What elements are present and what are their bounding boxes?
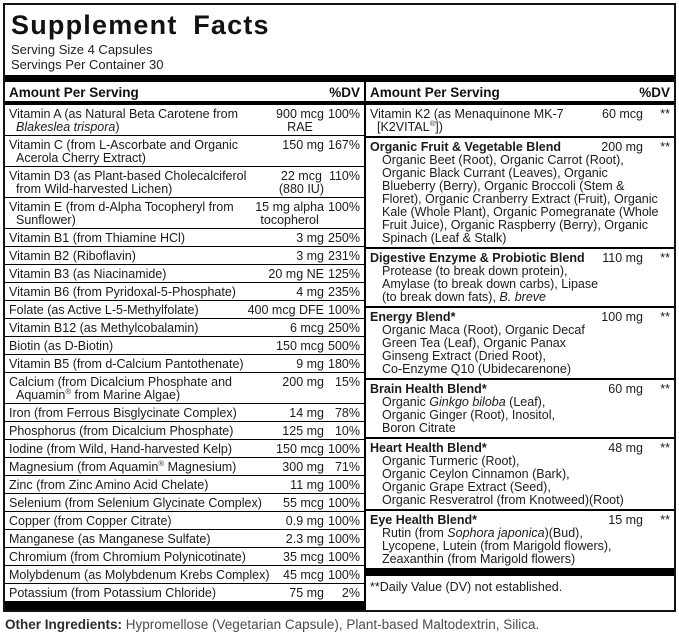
nutrient-amount: 150 mcg xyxy=(276,441,324,456)
nutrient-name: Vitamin B2 (Riboflavin) xyxy=(9,248,136,263)
nutrient-dv: 167% xyxy=(328,137,360,152)
nutrient-amount: 200 mg xyxy=(282,374,324,389)
nutrient-amount: 900 mcg RAE xyxy=(276,106,324,134)
row-main xyxy=(9,232,360,245)
nutrient-row xyxy=(5,318,364,336)
right-column-header xyxy=(366,82,674,105)
right-rows xyxy=(366,105,674,568)
blend-ingredients: Organic Maca (Root), Organic Decaf Green Tea (Leaf), Organic Panax Ginseng Extract (Dried Root), Co-Enzyme Q10 (Ubidecarenone) xyxy=(382,322,585,376)
nutrient-row xyxy=(5,547,364,565)
nutrient-dv: 231% xyxy=(328,248,360,263)
nutrient-name: Vitamin D3 (as Plant-based Cholecalciferol from Wild-harvested Lichen) xyxy=(9,168,247,196)
nutrient-amount: 11 mg xyxy=(290,477,324,492)
nutrient-dv: ** xyxy=(660,512,670,527)
nutrient-amount: 125 mg xyxy=(282,423,324,438)
facts-columns xyxy=(5,82,674,610)
nutrient-row xyxy=(5,439,364,457)
left-column-end-bar xyxy=(5,601,364,610)
nutrient-row xyxy=(5,354,364,372)
nutrient-row xyxy=(5,246,364,264)
nutrient-name: Vitamin E (from d-Alpha Tocopheryl from Sunflower) xyxy=(9,199,234,227)
row-main xyxy=(9,170,360,196)
nutrient-row xyxy=(366,105,674,136)
dv-label: %DV xyxy=(329,85,360,100)
blend-row xyxy=(366,306,674,378)
nutrient-name: Energy Blend* xyxy=(370,309,456,324)
blend-ingredients: Organic Beet (Root), Organic Carrot (Root), Organic Black Currant (Leaves), Organic Blueberry (Berry), Organic Broccoli (Stem & Floret), Organic Cranberry Extract (Fruit), Organic Kale (Whole Plant), Organic Pomegranate (Whole Fruit Juice), Organic Raspberry (Berry), Organic Spinach (Leaf & Stalk) xyxy=(382,152,659,245)
row-main xyxy=(9,497,360,510)
row-main xyxy=(9,358,360,371)
blend-ingredients: Organic Turmeric (Root), Organic Ceylon Cinnamon (Bark), Organic Grape Extract (Seed), Organic Resveratrol (from Knotweed)(Root) xyxy=(382,453,624,507)
nutrient-dv: 500% xyxy=(328,338,360,353)
nutrient-amount: 300 mg xyxy=(282,459,324,474)
nutrient-name: Vitamin K2 (as Menaquinone MK-7 [K2VITAL®]) xyxy=(370,106,564,134)
row-main xyxy=(9,569,360,582)
blend-ingredients: Protease (to break down protein), Amylase (to break down carbs), Lipase (to break down fats), B. breve xyxy=(382,263,599,304)
nutrient-dv: 100% xyxy=(328,567,360,582)
nutrient-name: Chromium (from Chromium Polynicotinate) xyxy=(9,549,246,564)
nutrient-dv: 100% xyxy=(328,549,360,564)
nutrient-name: Manganese (as Manganese Sulfate) xyxy=(9,531,211,546)
nutrient-amount: 15 mg alpha tocopherol xyxy=(255,199,324,227)
row-main xyxy=(9,286,360,299)
nutrient-dv: ** xyxy=(660,309,670,324)
nutrient-name: Phosphorus (from Dicalcium Phosphate) xyxy=(9,423,234,438)
left-column-header xyxy=(5,82,364,105)
nutrient-name: Vitamin C (from L-Ascorbate and Organic Acerola Cherry Extract) xyxy=(9,137,239,165)
nutrient-amount: 200 mg xyxy=(601,139,643,154)
nutrient-name: Vitamin B12 (as Methylcobalamin) xyxy=(9,320,199,335)
nutrient-dv: 100% xyxy=(328,106,360,121)
nutrient-name: Organic Fruit & Vegetable Blend xyxy=(370,139,562,154)
nutrient-amount: 0.9 mg xyxy=(285,513,324,528)
nutrient-amount: 4 mg xyxy=(296,284,324,299)
blend-row xyxy=(366,509,674,568)
nutrient-name: Vitamin B6 (from Pyridoxal-5-Phosphate) xyxy=(9,284,236,299)
nutrient-name: Digestive Enzyme & Probiotic Blend xyxy=(370,250,585,265)
nutrient-dv: 100% xyxy=(328,199,360,214)
nutrient-name: Potassium (from Potassium Chloride) xyxy=(9,585,217,600)
nutrient-name: Magnesium (from Aquamin® Magnesium) xyxy=(9,458,237,474)
nutrient-row xyxy=(5,565,364,583)
nutrient-dv: 180% xyxy=(328,356,360,371)
nutrient-name: Heart Health Blend* xyxy=(370,440,487,455)
nutrient-dv: 100% xyxy=(328,495,360,510)
nutrient-amount: 48 mg xyxy=(608,440,643,455)
amount-per-serving-label: Amount Per Serving xyxy=(370,85,500,100)
row-main xyxy=(9,340,360,353)
nutrient-amount: 100 mg xyxy=(601,309,643,324)
nutrient-amount: 22 mcg (880 IU) xyxy=(278,168,324,196)
nutrient-dv: 100% xyxy=(328,513,360,528)
nutrient-name: Folate (as Active L-5-Methylfolate) xyxy=(9,302,199,317)
nutrient-dv: 71% xyxy=(334,459,360,474)
servings-per-container: Servings Per Container 30 xyxy=(11,57,164,72)
nutrient-row xyxy=(5,228,364,246)
nutrient-name: Iodine (from Wild, Hand-harvested Kelp) xyxy=(9,441,233,456)
row-main xyxy=(9,479,360,492)
nutrient-row xyxy=(5,583,364,601)
nutrient-name: Copper (from Copper Citrate) xyxy=(9,513,172,528)
nutrient-dv: 110% xyxy=(328,168,360,183)
nutrient-amount: 110 mg xyxy=(602,250,643,265)
nutrient-amount: 400 mcg DFE xyxy=(247,302,324,317)
nutrient-dv: 2% xyxy=(341,585,360,600)
blend-ingredients: Rutin (from Sophora japonica)(Bud), Lycopene, Lutein (from Marigold flowers), Zeaxanthin (from Marigold flowers) xyxy=(382,525,612,566)
nutrient-name: Vitamin B1 (from Thiamine HCl) xyxy=(9,230,185,245)
nutrient-dv: 250% xyxy=(328,320,360,335)
row-main xyxy=(9,376,360,402)
top-divider-bar xyxy=(5,75,674,82)
row-main xyxy=(9,108,360,134)
nutrient-dv: 78% xyxy=(334,405,360,420)
right-column-end-bar xyxy=(366,568,674,576)
nutrient-amount: 35 mcg xyxy=(283,549,324,564)
nutrient-name: Vitamin B3 (as Niacinamide) xyxy=(9,266,167,281)
row-main xyxy=(9,407,360,420)
blend-ingredients: Organic Ginkgo biloba (Leaf), Organic Ginger (Root), Inositol, Boron Citrate xyxy=(382,394,555,435)
nutrient-name: Zinc (from Zinc Amino Acid Chelate) xyxy=(9,477,209,492)
nutrient-dv: ** xyxy=(660,440,670,455)
row-main xyxy=(9,551,360,564)
row-main xyxy=(9,533,360,546)
nutrient-dv: ** xyxy=(660,250,670,265)
nutrient-amount: 3 mg xyxy=(296,230,324,245)
nutrient-amount: 60 mg xyxy=(608,381,643,396)
nutrient-name: Vitamin A (as Natural Beta Carotene from Blakeslea trispora) xyxy=(9,106,239,134)
nutrient-amount: 150 mg xyxy=(282,137,324,152)
other-ingredients-text: Hypromellose (Vegetarian Capsule), Plant-based Maltodextrin, Silica. xyxy=(122,617,540,632)
blend-row xyxy=(366,136,674,247)
nutrient-dv: ** xyxy=(660,106,670,121)
nutrient-amount: 75 mg xyxy=(289,585,324,600)
row-main xyxy=(9,139,360,165)
nutrient-name: Molybdenum (as Molybdenum Krebs Complex) xyxy=(9,567,270,582)
row-main xyxy=(9,443,360,456)
blend-row xyxy=(366,378,674,437)
nutrient-name: Vitamin B5 (from d-Calcium Pantothenate) xyxy=(9,356,244,371)
left-rows xyxy=(5,105,364,601)
nutrient-dv: 235% xyxy=(328,284,360,299)
row-main xyxy=(9,425,360,438)
nutrient-dv: 100% xyxy=(328,477,360,492)
blend-row xyxy=(366,247,674,306)
row-main xyxy=(370,108,670,134)
nutrient-amount: 6 mcg xyxy=(289,320,324,335)
nutrient-dv: 10% xyxy=(334,423,360,438)
nutrient-row xyxy=(5,197,364,228)
nutrient-name: Biotin (as D-Biotin) xyxy=(9,338,114,353)
nutrient-dv: 250% xyxy=(328,230,360,245)
nutrient-dv: ** xyxy=(660,139,670,154)
nutrient-name: Iron (from Ferrous Bisglycinate Complex) xyxy=(9,405,237,420)
row-main xyxy=(9,304,360,317)
row-main xyxy=(9,250,360,263)
nutrient-amount: 150 mcg xyxy=(276,338,324,353)
nutrient-row xyxy=(5,475,364,493)
supplement-facts-panel xyxy=(3,3,676,612)
nutrient-name: Brain Health Blend* xyxy=(370,381,487,396)
nutrient-row xyxy=(5,300,364,318)
row-main xyxy=(9,268,360,281)
nutrient-dv: 125% xyxy=(328,266,360,281)
daily-value-footnote: **Daily Value (DV) not established. xyxy=(370,580,563,594)
blend-row xyxy=(366,437,674,509)
nutrient-row xyxy=(5,166,364,197)
nutrient-row xyxy=(5,135,364,166)
nutrient-row xyxy=(5,264,364,282)
nutrient-row xyxy=(5,511,364,529)
nutrient-name: Selenium (from Selenium Glycinate Complex) xyxy=(9,495,262,510)
nutrient-dv: 100% xyxy=(328,531,360,546)
nutrient-dv: ** xyxy=(660,381,670,396)
nutrient-amount: 9 mg xyxy=(296,356,324,371)
nutrient-dv: 100% xyxy=(328,302,360,317)
dv-label: %DV xyxy=(639,85,670,100)
nutrient-row xyxy=(5,493,364,511)
nutrient-row xyxy=(5,403,364,421)
serving-size: Serving Size 4 Capsules xyxy=(11,42,153,57)
row-main xyxy=(9,587,360,600)
nutrient-row xyxy=(5,105,364,135)
nutrient-amount: 3 mg xyxy=(296,248,324,263)
panel-title: Supplement Facts xyxy=(11,10,270,40)
nutrient-dv: 100% xyxy=(328,441,360,456)
nutrient-name: Calcium (from Dicalcium Phosphate and Aquamin® from Marine Algae) xyxy=(9,374,233,402)
nutrient-row xyxy=(5,529,364,547)
nutrient-row xyxy=(5,372,364,403)
nutrient-amount: 2.3 mg xyxy=(285,531,324,546)
nutrient-amount: 14 mg xyxy=(289,405,324,420)
row-main xyxy=(9,201,360,227)
right-column xyxy=(366,82,674,610)
nutrient-name: Eye Health Blend* xyxy=(370,512,477,527)
nutrient-row xyxy=(5,336,364,354)
row-main xyxy=(9,322,360,335)
nutrient-amount: 15 mg xyxy=(608,512,643,527)
nutrient-amount: 55 mcg xyxy=(283,495,324,510)
nutrient-dv: 15% xyxy=(334,374,360,389)
amount-per-serving-label: Amount Per Serving xyxy=(9,85,139,100)
nutrient-amount: 45 mcg xyxy=(283,567,324,582)
left-column xyxy=(5,82,364,610)
other-ingredients xyxy=(5,617,677,633)
row-main xyxy=(9,515,360,528)
nutrient-amount: 60 mcg xyxy=(602,106,643,121)
row-main xyxy=(9,458,360,474)
other-ingredients-label: Other Ingredients: xyxy=(5,617,123,632)
nutrient-row xyxy=(5,282,364,300)
nutrient-row xyxy=(5,457,364,475)
nutrient-amount: 20 mg NE xyxy=(268,266,324,281)
nutrient-row xyxy=(5,421,364,439)
